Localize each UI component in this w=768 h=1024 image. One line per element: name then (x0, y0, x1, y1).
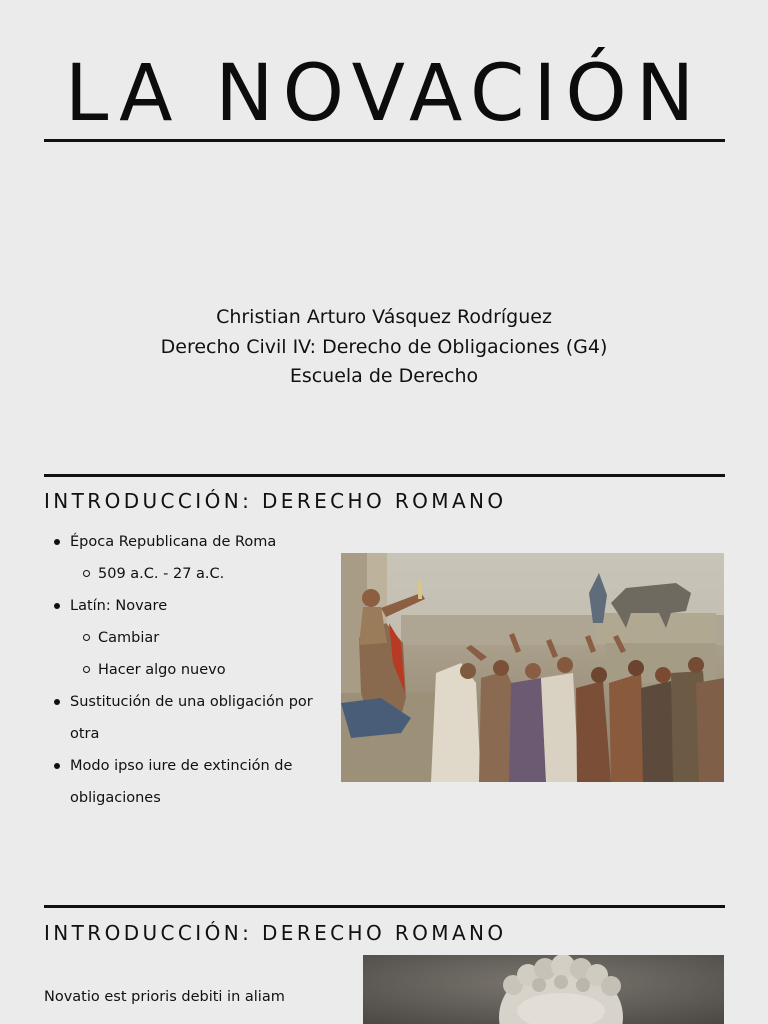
course-name: Derecho Civil IV: Derecho de Obligaciones (G4) (160, 335, 608, 358)
list-item: Sustitución de una obligación por otra (52, 686, 324, 750)
roman-painting-image (341, 553, 724, 782)
author-block (44, 303, 724, 392)
list-item: Latín: Novare (52, 590, 324, 622)
list-item: Época Republicana de Roma (52, 526, 324, 558)
roman-bust-image (363, 955, 724, 1024)
section-heading: INTRODUCCIÓN: DERECHO ROMANO (44, 921, 507, 945)
section-heading: INTRODUCCIÓN: DERECHO ROMANO (44, 489, 507, 513)
document-title: LA NOVACIÓN (64, 49, 704, 139)
section-text: Novatio est prioris debiti in aliam (44, 989, 285, 1005)
list-item: 509 a.C. - 27 a.C. (52, 558, 324, 590)
section-divider (44, 474, 725, 477)
school-name: Escuela de Derecho (289, 365, 479, 387)
bullet-list (52, 526, 324, 814)
title-divider (44, 139, 725, 142)
list-item: Hacer algo nuevo (52, 654, 324, 686)
author-name: Christian Arturo Vásquez Rodríguez (216, 306, 552, 328)
list-item: Modo ipso iure de extinción de obligaciones (52, 750, 324, 814)
section-divider (44, 905, 725, 908)
list-item: Cambiar (52, 622, 324, 654)
